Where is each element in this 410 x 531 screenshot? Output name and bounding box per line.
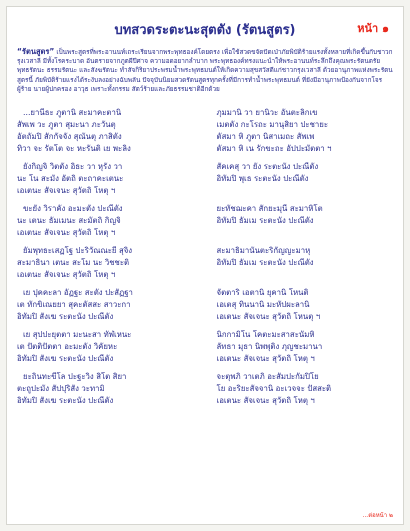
verse-section: [17, 107, 393, 413]
verse-line: อิทัมปิ พุเธ ระตะนัง ปะณีตัง: [216, 174, 309, 183]
verse-line: สัคเคสุ วา ยัง ระตะนัง ปะณีตัง: [216, 162, 319, 171]
verse-line: นะ เตนะ ธัมเมนะ สะมัตถิ กิญจิ: [17, 216, 121, 225]
stanza-right-column: [213, 161, 393, 203]
verse-line: ตัสมา หิ ภูตา นิสาเมถะ สัพเพ: [216, 132, 315, 141]
document-page: [6, 6, 404, 525]
verse-line: เต ปัตติปัตตา อะมะตัง วิคัยหะ: [17, 342, 118, 351]
stanza: [17, 371, 393, 413]
stanza: [17, 203, 393, 245]
verse-line: เย สุปปะยุตตา มะนะสา ทัฬเหนะ: [23, 330, 132, 339]
stanza-right-column: [213, 329, 393, 371]
intro-paragraph: [17, 47, 393, 94]
verse-line: เอเตนะ สัจเจนะ สุวัตถิ โหตุ ฯ: [216, 396, 315, 405]
verse-line: เต ทักขิเณยยา สุคะตัสสะ สาวะกา: [17, 300, 131, 309]
stanza-right-column: [213, 371, 393, 413]
continue-note: ...ต่อหน้า ๒: [362, 512, 393, 519]
stanza-left-column: [17, 161, 197, 203]
verse-line: จะตุพภิ วาเตภิ อะสัมปะกัมปิโย: [216, 372, 319, 381]
page-title: บทสวดระตะนะสุตตัง (รัตนสูตร): [114, 23, 296, 38]
verse-line: โย อะริยะสัจจานิ อะเวจจะ ปัสสะติ: [216, 384, 332, 393]
verse-line: จัตตาริ เอตานิ ยุคานิ โหนติ: [216, 288, 309, 297]
verse-line: สะมาธิมานันตะริกัญญะมาหุ: [216, 246, 311, 255]
verse-line: เอเตนะ สัจเจนะ สุวัตถิ โหนตุ ฯ: [216, 312, 321, 321]
verse-line: เมตตัง กะโรถะ มานุสิยา ปะชายะ: [216, 120, 329, 129]
verse-line: อิทัมปิ สังเฆ ระตะนัง ปะณีตัง: [17, 396, 114, 405]
verse-line: ยัมพุทธะเสฏโฐ ปะริวัณณะยี สุจิง: [23, 246, 133, 255]
verse-line: สะมาธินา เตนะ สะโม นะ วิชชะติ: [17, 258, 130, 267]
stanza-right-column: [213, 107, 393, 153]
verse-line: ขะยัง วิราคัง อะมะตัง ปะณีตัง: [23, 204, 123, 213]
verse-line: สัพเพ วะ ภูตา สุมะนา ภะวันตุ: [17, 120, 116, 129]
verse-line: ยะทัชฌะคา สักยะมุนี สะมาหิโต: [216, 204, 323, 213]
verse-line: ตะถูปะมัง สัปปุริสัง วะทามิ: [17, 384, 105, 393]
stanza: [17, 107, 393, 153]
verse-line: ภุมมานิ วา ยานิวะ อันตะลิกเข: [216, 108, 318, 117]
verse-line: นิกกามิโน โคตะมะสาสะนัมหิ: [216, 330, 315, 339]
verse-line: เอเตนะ สัจเจนะ สุวัตถิ โหตุ ฯ: [17, 228, 116, 237]
verse-line: ทิวา จะ รัตโต จะ หะรันติ เย พะลิง: [17, 144, 131, 153]
verse-line: ยะถินทะขีโล ปะฐะวิง สิโต สิยา: [23, 372, 127, 381]
stanza-left-column: [17, 203, 197, 245]
page-number: หน้า ๑: [357, 22, 389, 35]
verse-line: เอเตสุ ทินนานิ มะหัปผะลานิ: [216, 300, 310, 309]
verse-line: อิทัมปิ สังเฆ ระตะนัง ปะณีตัง: [17, 312, 114, 321]
stanza-left-column: [17, 371, 197, 413]
verse-line: ...ยานีธะ ภูตานิ สะมาคะตานิ: [23, 108, 122, 117]
intro-lead: “รัตนสูตร”: [17, 47, 55, 56]
stanza-left-column: [17, 329, 197, 371]
stanza-left-column: [17, 245, 197, 287]
verse-line: ยังกิญจิ วิตตัง อิธะ วา หุรัง วา: [23, 162, 123, 171]
verse-line: เย ปุคคะลา อัฏฐะ สะตัง ปะสัฏฐา: [23, 288, 133, 297]
intro-text: เป็นพระสูตรที่พระอานนท์เถระเรียนจากพระพุทธองค์โดยตรง เพื่อใช้สวดขจัดปัดเป่าภัยพิบัติร้ายแรงทั้งหลายที่เกิดขึ้นกับชาวกรุงเวสาลี มีทั้งโรคระบาด อันตรายจากภูตผีปีศาจ ความอดอยากลำบาก พระพุทธองค์ทรงแนะนำให้พระอานนท์ระลึกถึงคุณพระรัตนตรัย พุทธรัตนะ ธรรมรัตนะ และสังฆรัตนะ ทำสัจกิริยาประพรมน้ำพระพุทธมนต์ให้เกิดความสุขสวัสดีแก่ชาวกรุงเวสาลี ด้วยอานุภาพแห่งพระรัตนสูตรนี้ ภัยพิบัติร้ายแรงได้ระงับลงอย่างฉับพลัน ปัจจุบันนิยมสวดรัตนสูตรทุกครั้งที่มีการทำน้ำพระพุทธมนต์ ที่ยังมีอานุภาพป้องกันจากโจรผู้ร้าย นายผู้ปกครอง อาวุธ เพราะทั้งกรรม สัตว์ร้ายและภัยธรรมชาติอีกด้วย: [17, 48, 393, 93]
stanza: [17, 245, 393, 287]
verse-line: อิทัมปิ ธัมเม ระตะนัง ปะณีตัง: [216, 258, 314, 267]
verse-line: เอเตนะ สัจเจนะ สุวัตถิ โหตุ ฯ: [216, 354, 315, 363]
verse-line: อิทัมปิ สังเฆ ระตะนัง ปะณีตัง: [17, 354, 114, 363]
stanza-right-column: [213, 287, 393, 329]
verse-line: อิทัมปิ ธัมเม ระตะนัง ปะณีตัง: [216, 216, 314, 225]
stanza: [17, 161, 393, 203]
verse-line: นะ โน สะมัง อัตถิ ตะถาคะเตนะ: [17, 174, 124, 183]
verse-line: อัตถัมปิ สักกัจจัง สุณันตุ ภาสิตัง: [17, 132, 122, 141]
stanza-left-column: [17, 107, 197, 153]
stanza-right-column: [213, 245, 393, 287]
verse-line: ลัทธา มุธา นิพพุติง ภุญชะมานา: [216, 342, 323, 351]
verse-line: เอเตนะ สัจเจนะ สุวัตถิ โหตุ ฯ: [17, 270, 116, 279]
verse-line: ตัสมา หิ เน รักขะถะ อัปปะมัตตา ฯ: [216, 144, 332, 153]
stanza: [17, 329, 393, 371]
stanza: [17, 287, 393, 329]
verse-line: เอเตนะ สัจเจนะ สุวัตถิ โหตุ ฯ: [17, 186, 116, 195]
stanza-right-column: [213, 203, 393, 245]
stanza-left-column: [17, 287, 197, 329]
